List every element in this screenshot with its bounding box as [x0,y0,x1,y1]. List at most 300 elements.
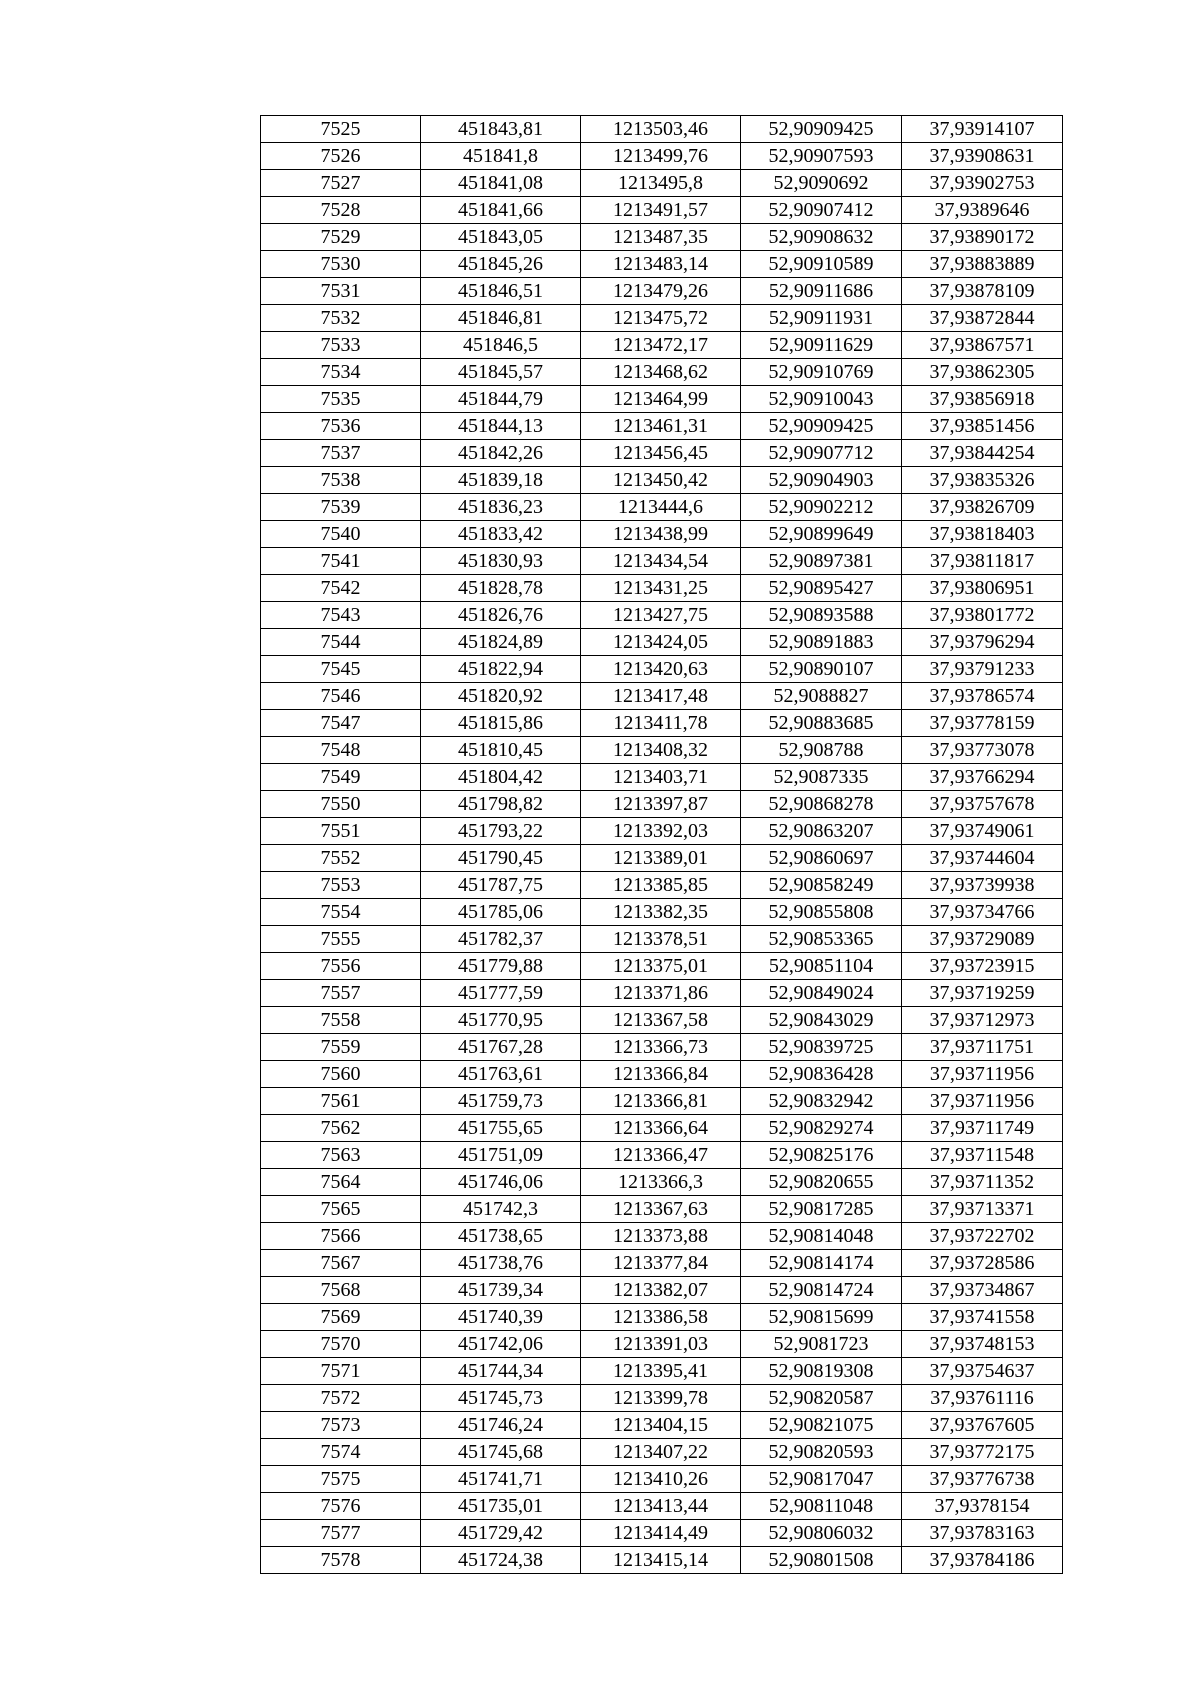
longitude-cell: 37,9378154 [902,1493,1063,1520]
x-coordinate-cell: 451842,26 [421,440,581,467]
longitude-cell: 37,93712973 [902,1007,1063,1034]
table-row [261,1331,1063,1358]
point-number-cell: 7576 [261,1493,421,1520]
x-coordinate-cell: 451804,42 [421,764,581,791]
table-row [261,1412,1063,1439]
table-row [261,1088,1063,1115]
latitude-cell: 52,90902212 [741,494,902,521]
x-coordinate-cell: 451844,13 [421,413,581,440]
longitude-cell: 37,93878109 [902,278,1063,305]
point-number-cell: 7561 [261,1088,421,1115]
table-row [261,386,1063,413]
x-coordinate-cell: 451735,01 [421,1493,581,1520]
longitude-cell: 37,93818403 [902,521,1063,548]
longitude-cell: 37,93844254 [902,440,1063,467]
y-coordinate-cell: 1213479,26 [581,278,741,305]
point-number-cell: 7537 [261,440,421,467]
point-number-cell: 7531 [261,278,421,305]
latitude-cell: 52,90820587 [741,1385,902,1412]
point-number-cell: 7565 [261,1196,421,1223]
longitude-cell: 37,93778159 [902,710,1063,737]
latitude-cell: 52,9081723 [741,1331,902,1358]
longitude-cell: 37,93723915 [902,953,1063,980]
latitude-cell: 52,90907593 [741,143,902,170]
latitude-cell: 52,90806032 [741,1520,902,1547]
coordinates-table-body [261,116,1063,1574]
x-coordinate-cell: 451741,71 [421,1466,581,1493]
y-coordinate-cell: 1213499,76 [581,143,741,170]
x-coordinate-cell: 451746,06 [421,1169,581,1196]
latitude-cell: 52,90814724 [741,1277,902,1304]
point-number-cell: 7535 [261,386,421,413]
point-number-cell: 7572 [261,1385,421,1412]
latitude-cell: 52,9087335 [741,764,902,791]
y-coordinate-cell: 1213472,17 [581,332,741,359]
x-coordinate-cell: 451815,86 [421,710,581,737]
x-coordinate-cell: 451790,45 [421,845,581,872]
y-coordinate-cell: 1213378,51 [581,926,741,953]
point-number-cell: 7573 [261,1412,421,1439]
x-coordinate-cell: 451841,08 [421,170,581,197]
point-number-cell: 7552 [261,845,421,872]
table-row [261,1466,1063,1493]
table-row [261,467,1063,494]
longitude-cell: 37,93872844 [902,305,1063,332]
point-number-cell: 7559 [261,1034,421,1061]
table-row [261,764,1063,791]
table-row [261,440,1063,467]
longitude-cell: 37,93766294 [902,764,1063,791]
longitude-cell: 37,93767605 [902,1412,1063,1439]
x-coordinate-cell: 451746,24 [421,1412,581,1439]
longitude-cell: 37,93851456 [902,413,1063,440]
table-row [261,143,1063,170]
longitude-cell: 37,93784186 [902,1547,1063,1574]
point-number-cell: 7540 [261,521,421,548]
longitude-cell: 37,93826709 [902,494,1063,521]
y-coordinate-cell: 1213395,41 [581,1358,741,1385]
point-number-cell: 7554 [261,899,421,926]
table-row [261,1061,1063,1088]
y-coordinate-cell: 1213427,75 [581,602,741,629]
longitude-cell: 37,93711548 [902,1142,1063,1169]
y-coordinate-cell: 1213456,45 [581,440,741,467]
table-row [261,1304,1063,1331]
latitude-cell: 52,90829274 [741,1115,902,1142]
point-number-cell: 7578 [261,1547,421,1574]
y-coordinate-cell: 1213382,35 [581,899,741,926]
x-coordinate-cell: 451742,06 [421,1331,581,1358]
point-number-cell: 7568 [261,1277,421,1304]
y-coordinate-cell: 1213450,42 [581,467,741,494]
y-coordinate-cell: 1213491,57 [581,197,741,224]
y-coordinate-cell: 1213367,63 [581,1196,741,1223]
point-number-cell: 7558 [261,1007,421,1034]
y-coordinate-cell: 1213415,14 [581,1547,741,1574]
latitude-cell: 52,90820655 [741,1169,902,1196]
x-coordinate-cell: 451846,5 [421,332,581,359]
x-coordinate-cell: 451740,39 [421,1304,581,1331]
point-number-cell: 7527 [261,170,421,197]
latitude-cell: 52,90911931 [741,305,902,332]
y-coordinate-cell: 1213414,49 [581,1520,741,1547]
x-coordinate-cell: 451782,37 [421,926,581,953]
y-coordinate-cell: 1213375,01 [581,953,741,980]
y-coordinate-cell: 1213403,71 [581,764,741,791]
table-row [261,413,1063,440]
y-coordinate-cell: 1213408,32 [581,737,741,764]
longitude-cell: 37,93734766 [902,899,1063,926]
y-coordinate-cell: 1213438,99 [581,521,741,548]
latitude-cell: 52,90910769 [741,359,902,386]
latitude-cell: 52,90860697 [741,845,902,872]
y-coordinate-cell: 1213371,86 [581,980,741,1007]
longitude-cell: 37,93749061 [902,818,1063,845]
point-number-cell: 7567 [261,1250,421,1277]
y-coordinate-cell: 1213377,84 [581,1250,741,1277]
x-coordinate-cell: 451822,94 [421,656,581,683]
point-number-cell: 7555 [261,926,421,953]
longitude-cell: 37,93754637 [902,1358,1063,1385]
x-coordinate-cell: 451841,8 [421,143,581,170]
x-coordinate-cell: 451767,28 [421,1034,581,1061]
x-coordinate-cell: 451820,92 [421,683,581,710]
longitude-cell: 37,93748153 [902,1331,1063,1358]
y-coordinate-cell: 1213483,14 [581,251,741,278]
longitude-cell: 37,93719259 [902,980,1063,1007]
latitude-cell: 52,90909425 [741,116,902,143]
table-row [261,656,1063,683]
point-number-cell: 7563 [261,1142,421,1169]
longitude-cell: 37,93856918 [902,386,1063,413]
y-coordinate-cell: 1213366,84 [581,1061,741,1088]
point-number-cell: 7575 [261,1466,421,1493]
point-number-cell: 7557 [261,980,421,1007]
x-coordinate-cell: 451779,88 [421,953,581,980]
longitude-cell: 37,93776738 [902,1466,1063,1493]
x-coordinate-cell: 451830,93 [421,548,581,575]
table-row [261,116,1063,143]
point-number-cell: 7546 [261,683,421,710]
table-row [261,683,1063,710]
x-coordinate-cell: 451777,59 [421,980,581,1007]
latitude-cell: 52,90907412 [741,197,902,224]
longitude-cell: 37,93741558 [902,1304,1063,1331]
table-row [261,1196,1063,1223]
latitude-cell: 52,90858249 [741,872,902,899]
x-coordinate-cell: 451759,73 [421,1088,581,1115]
table-row [261,305,1063,332]
point-number-cell: 7538 [261,467,421,494]
latitude-cell: 52,9090692 [741,170,902,197]
y-coordinate-cell: 1213503,46 [581,116,741,143]
point-number-cell: 7545 [261,656,421,683]
table-row [261,1034,1063,1061]
table-row [261,1493,1063,1520]
y-coordinate-cell: 1213366,81 [581,1088,741,1115]
latitude-cell: 52,90863207 [741,818,902,845]
latitude-cell: 52,90911686 [741,278,902,305]
y-coordinate-cell: 1213367,58 [581,1007,741,1034]
point-number-cell: 7536 [261,413,421,440]
table-row [261,1142,1063,1169]
x-coordinate-cell: 451770,95 [421,1007,581,1034]
x-coordinate-cell: 451744,34 [421,1358,581,1385]
table-row [261,1277,1063,1304]
latitude-cell: 52,90909425 [741,413,902,440]
longitude-cell: 37,93734867 [902,1277,1063,1304]
x-coordinate-cell: 451845,57 [421,359,581,386]
point-number-cell: 7574 [261,1439,421,1466]
longitude-cell: 37,93835326 [902,467,1063,494]
point-number-cell: 7550 [261,791,421,818]
y-coordinate-cell: 1213389,01 [581,845,741,872]
longitude-cell: 37,93796294 [902,629,1063,656]
x-coordinate-cell: 451839,18 [421,467,581,494]
longitude-cell: 37,93728586 [902,1250,1063,1277]
x-coordinate-cell: 451738,76 [421,1250,581,1277]
latitude-cell: 52,90836428 [741,1061,902,1088]
table-row [261,872,1063,899]
table-row [261,899,1063,926]
latitude-cell: 52,90868278 [741,791,902,818]
latitude-cell: 52,90890107 [741,656,902,683]
x-coordinate-cell: 451846,81 [421,305,581,332]
coordinates-table [260,115,1063,1574]
longitude-cell: 37,93711751 [902,1034,1063,1061]
table-row [261,197,1063,224]
point-number-cell: 7570 [261,1331,421,1358]
y-coordinate-cell: 1213404,15 [581,1412,741,1439]
table-row [261,521,1063,548]
table-row [261,1547,1063,1574]
table-row [261,980,1063,1007]
table-row [261,1115,1063,1142]
point-number-cell: 7543 [261,602,421,629]
table-row [261,278,1063,305]
y-coordinate-cell: 1213410,26 [581,1466,741,1493]
table-row [261,629,1063,656]
point-number-cell: 7526 [261,143,421,170]
latitude-cell: 52,90839725 [741,1034,902,1061]
point-number-cell: 7562 [261,1115,421,1142]
table-row [261,710,1063,737]
longitude-cell: 37,93783163 [902,1520,1063,1547]
table-row [261,575,1063,602]
x-coordinate-cell: 451810,45 [421,737,581,764]
y-coordinate-cell: 1213417,48 [581,683,741,710]
x-coordinate-cell: 451798,82 [421,791,581,818]
longitude-cell: 37,93883889 [902,251,1063,278]
y-coordinate-cell: 1213434,54 [581,548,741,575]
point-number-cell: 7530 [261,251,421,278]
point-number-cell: 7553 [261,872,421,899]
x-coordinate-cell: 451833,42 [421,521,581,548]
point-number-cell: 7566 [261,1223,421,1250]
longitude-cell: 37,93914107 [902,116,1063,143]
y-coordinate-cell: 1213392,03 [581,818,741,845]
table-row [261,791,1063,818]
latitude-cell: 52,90855808 [741,899,902,926]
longitude-cell: 37,93902753 [902,170,1063,197]
y-coordinate-cell: 1213413,44 [581,1493,741,1520]
longitude-cell: 37,93711749 [902,1115,1063,1142]
x-coordinate-cell: 451793,22 [421,818,581,845]
table-row [261,1520,1063,1547]
table-row [261,359,1063,386]
point-number-cell: 7532 [261,305,421,332]
y-coordinate-cell: 1213382,07 [581,1277,741,1304]
table-row [261,1358,1063,1385]
latitude-cell: 52,90910043 [741,386,902,413]
latitude-cell: 52,90821075 [741,1412,902,1439]
x-coordinate-cell: 451846,51 [421,278,581,305]
y-coordinate-cell: 1213444,6 [581,494,741,521]
latitude-cell: 52,90883685 [741,710,902,737]
y-coordinate-cell: 1213495,8 [581,170,741,197]
latitude-cell: 52,90843029 [741,1007,902,1034]
point-number-cell: 7525 [261,116,421,143]
y-coordinate-cell: 1213391,03 [581,1331,741,1358]
point-number-cell: 7529 [261,224,421,251]
point-number-cell: 7569 [261,1304,421,1331]
longitude-cell: 37,93867571 [902,332,1063,359]
x-coordinate-cell: 451763,61 [421,1061,581,1088]
point-number-cell: 7549 [261,764,421,791]
point-number-cell: 7577 [261,1520,421,1547]
longitude-cell: 37,93801772 [902,602,1063,629]
latitude-cell: 52,90911629 [741,332,902,359]
longitude-cell: 37,9389646 [902,197,1063,224]
table-row [261,251,1063,278]
y-coordinate-cell: 1213487,35 [581,224,741,251]
y-coordinate-cell: 1213366,73 [581,1034,741,1061]
x-coordinate-cell: 451745,68 [421,1439,581,1466]
latitude-cell: 52,90817047 [741,1466,902,1493]
table-row [261,332,1063,359]
x-coordinate-cell: 451841,66 [421,197,581,224]
y-coordinate-cell: 1213407,22 [581,1439,741,1466]
latitude-cell: 52,90893588 [741,602,902,629]
point-number-cell: 7533 [261,332,421,359]
table-row [261,737,1063,764]
y-coordinate-cell: 1213366,3 [581,1169,741,1196]
latitude-cell: 52,90825176 [741,1142,902,1169]
latitude-cell: 52,90832942 [741,1088,902,1115]
y-coordinate-cell: 1213411,78 [581,710,741,737]
longitude-cell: 37,93757678 [902,791,1063,818]
table-row [261,1250,1063,1277]
x-coordinate-cell: 451751,09 [421,1142,581,1169]
longitude-cell: 37,93711352 [902,1169,1063,1196]
y-coordinate-cell: 1213424,05 [581,629,741,656]
point-number-cell: 7539 [261,494,421,521]
table-row [261,224,1063,251]
x-coordinate-cell: 451724,38 [421,1547,581,1574]
longitude-cell: 37,93722702 [902,1223,1063,1250]
x-coordinate-cell: 451755,65 [421,1115,581,1142]
latitude-cell: 52,9088827 [741,683,902,710]
latitude-cell: 52,90899649 [741,521,902,548]
point-number-cell: 7571 [261,1358,421,1385]
longitude-cell: 37,93806951 [902,575,1063,602]
latitude-cell: 52,90853365 [741,926,902,953]
latitude-cell: 52,90817285 [741,1196,902,1223]
longitude-cell: 37,93772175 [902,1439,1063,1466]
x-coordinate-cell: 451745,73 [421,1385,581,1412]
point-number-cell: 7542 [261,575,421,602]
table-row [261,926,1063,953]
table-row [261,548,1063,575]
x-coordinate-cell: 451844,79 [421,386,581,413]
x-coordinate-cell: 451729,42 [421,1520,581,1547]
latitude-cell: 52,90849024 [741,980,902,1007]
longitude-cell: 37,93711956 [902,1061,1063,1088]
longitude-cell: 37,93862305 [902,359,1063,386]
table-row [261,1385,1063,1412]
point-number-cell: 7551 [261,818,421,845]
longitude-cell: 37,93711956 [902,1088,1063,1115]
latitude-cell: 52,90895427 [741,575,902,602]
table-row [261,818,1063,845]
latitude-cell: 52,90801508 [741,1547,902,1574]
y-coordinate-cell: 1213366,47 [581,1142,741,1169]
point-number-cell: 7560 [261,1061,421,1088]
x-coordinate-cell: 451785,06 [421,899,581,926]
x-coordinate-cell: 451824,89 [421,629,581,656]
longitude-cell: 37,93908631 [902,143,1063,170]
point-number-cell: 7556 [261,953,421,980]
y-coordinate-cell: 1213373,88 [581,1223,741,1250]
y-coordinate-cell: 1213399,78 [581,1385,741,1412]
x-coordinate-cell: 451843,05 [421,224,581,251]
longitude-cell: 37,93761116 [902,1385,1063,1412]
table-row [261,1439,1063,1466]
point-number-cell: 7541 [261,548,421,575]
point-number-cell: 7544 [261,629,421,656]
latitude-cell: 52,90904903 [741,467,902,494]
point-number-cell: 7548 [261,737,421,764]
table-row [261,170,1063,197]
point-number-cell: 7534 [261,359,421,386]
longitude-cell: 37,93791233 [902,656,1063,683]
table-row [261,845,1063,872]
table-row [261,1169,1063,1196]
point-number-cell: 7547 [261,710,421,737]
longitude-cell: 37,93739938 [902,872,1063,899]
x-coordinate-cell: 451828,78 [421,575,581,602]
longitude-cell: 37,93786574 [902,683,1063,710]
longitude-cell: 37,93773078 [902,737,1063,764]
y-coordinate-cell: 1213386,58 [581,1304,741,1331]
x-coordinate-cell: 451738,65 [421,1223,581,1250]
table-row [261,1223,1063,1250]
latitude-cell: 52,90819308 [741,1358,902,1385]
latitude-cell: 52,90820593 [741,1439,902,1466]
x-coordinate-cell: 451826,76 [421,602,581,629]
table-row [261,494,1063,521]
x-coordinate-cell: 451836,23 [421,494,581,521]
y-coordinate-cell: 1213464,99 [581,386,741,413]
x-coordinate-cell: 451739,34 [421,1277,581,1304]
longitude-cell: 37,93729089 [902,926,1063,953]
table-row [261,1007,1063,1034]
latitude-cell: 52,908788 [741,737,902,764]
latitude-cell: 52,90891883 [741,629,902,656]
y-coordinate-cell: 1213431,25 [581,575,741,602]
x-coordinate-cell: 451845,26 [421,251,581,278]
y-coordinate-cell: 1213420,63 [581,656,741,683]
